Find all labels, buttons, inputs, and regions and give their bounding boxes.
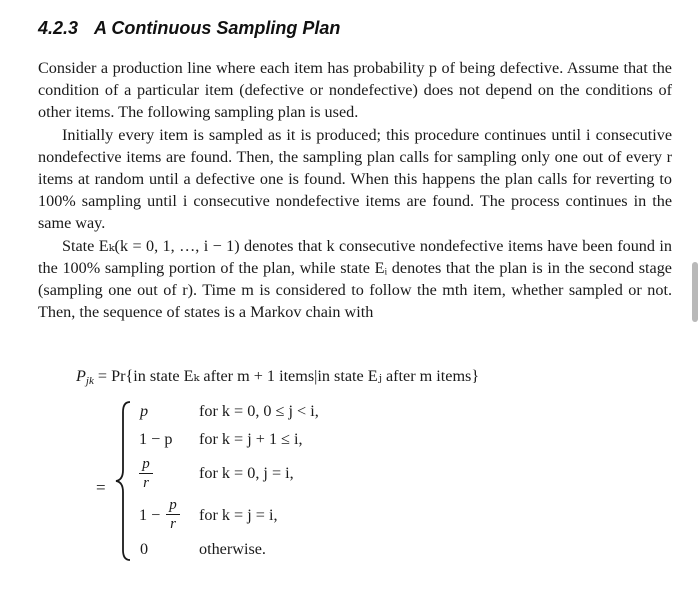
case-1-value: p [140,402,149,420]
body-text [38,57,672,323]
case-4-fraction [166,497,180,532]
case-3-denominator: r [143,475,149,491]
case-3-value [139,456,153,491]
case-3-numerator: p [142,456,150,472]
case-5-value: 0 [140,540,149,558]
section-heading [38,18,340,39]
section-number: 4.2.3 [38,18,79,38]
scrollbar-thumb[interactable] [692,262,698,322]
paragraph-1: Consider a production line where each item has probability p of being defective. Assume that the condition of a particular item (defective or nondefective) does not depend on the conditions of other items. The following sampling plan is used. [38,59,672,122]
case-3-fraction-bar [139,473,153,474]
left-brace [112,400,136,562]
paragraph-3: State Eₖ(k = 0, 1, …, i − 1) denotes that k consecutive nondefective items have been found in the 100% sampling portion of the plan, while state Eᵢ denotes that the plan is in the second stage (sampling one out of r). Time m is considered to follow the mth item, whether sampled or not. Then, the sequence of states is a Markov chain with [38,236,672,322]
eq-lhs-subscript: jk [85,375,94,387]
eq-lhs: P [76,367,86,385]
case-4-condition: for k = j = i, [199,506,278,524]
case-1-condition: for k = 0, 0 ≤ j < i, [199,402,319,420]
case-5-condition: otherwise. [199,540,266,558]
cases-equals-sign: = [96,478,106,497]
case-2-condition: for k = j + 1 ≤ i, [199,430,303,448]
paragraph-2: Initially every item is sampled as it is produced; this procedure continues until i consecutive nondefective items are found. Then, the sampling plan calls for sampling only one out of every r items at random until a defective one is found. When this happens the plan calls for reverting to 100% sampling until i consecutive nondefective items are found. The process continues in the same way. [38,125,672,233]
case-2-value: 1 − p [139,430,173,448]
case-4-prefix: 1 − [139,506,161,524]
eq-rhs: = Pr{in state Eₖ after m + 1 items|in state Eⱼ after m items} [97,367,480,385]
section-title: A Continuous Sampling Plan [94,18,341,38]
case-3-condition: for k = 0, j = i, [199,464,294,482]
transition-probability-definition [76,366,479,387]
case-4-fraction-bar [166,514,180,515]
case-4-numerator: p [169,497,177,513]
case-4-denominator: r [170,516,176,532]
